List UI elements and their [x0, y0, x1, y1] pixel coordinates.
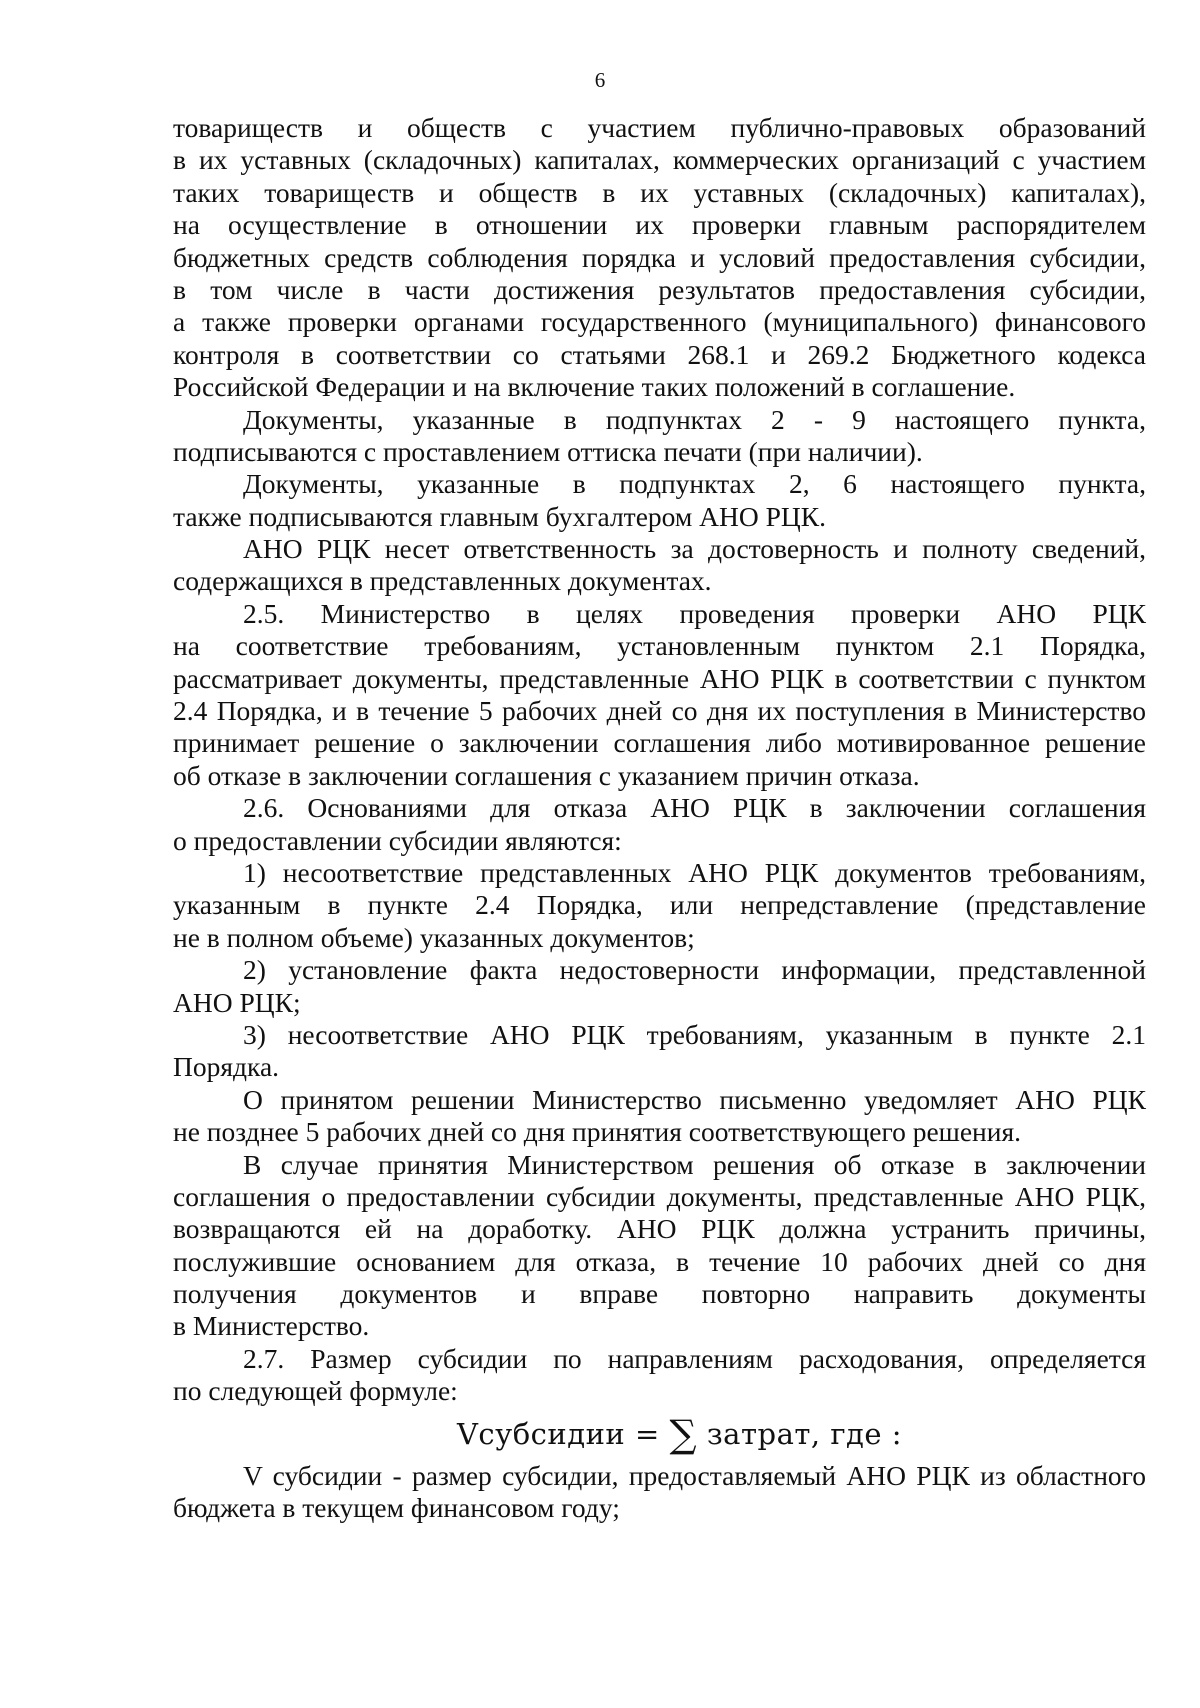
- sigma-icon: ∑: [669, 1411, 698, 1456]
- text-line: рассматривает документы, представленные АНО РЦК в соответствии с пунктом: [173, 662, 1146, 694]
- text-line: бюджетных средств соблюдения порядка и условий предоставления субсидии,: [173, 241, 1146, 273]
- text-line: на соответствие требованиям, установленным пунктом 2.1 Порядка,: [173, 630, 1146, 662]
- text-line: не позднее 5 рабочих дней со дня принятия соответствующего решения.: [173, 1116, 1021, 1148]
- text-line: а также проверки органами государственного (муниципального) финансового: [173, 306, 1146, 338]
- text-line: таких товариществ и обществ в их уставных (складочных) капиталах),: [173, 176, 1146, 208]
- text-line: контроля в соответствии со статьями 268.1 и 269.2 Бюджетного кодекса: [173, 338, 1146, 370]
- text-line: АНО РЦК несет ответственность за достоверность и полноту сведений,: [243, 533, 1146, 565]
- text-line: 1) несоответствие представленных АНО РЦК документов требованиям,: [243, 856, 1146, 888]
- formula-rhs: затрат, где :: [706, 1416, 903, 1451]
- document-body: [173, 112, 1146, 1524]
- text-line: Российской Федерации и на включение таких положений в соглашение.: [173, 371, 1016, 403]
- text-line: об отказе в заключении соглашения с указанием причин отказа.: [173, 759, 920, 791]
- text-line: по следующей формуле:: [173, 1375, 458, 1407]
- text-line: в Министерство.: [173, 1310, 370, 1342]
- text-line: 2.7. Размер субсидии по направлениям расходования, определяется: [243, 1342, 1146, 1374]
- text-line: послужившие основанием для отказа, в течение 10 рабочих дней со дня: [173, 1245, 1146, 1277]
- text-line: Документы, указанные в подпунктах 2, 6 настоящего пункта,: [243, 468, 1146, 500]
- text-line: на осуществление в отношении их проверки главным распорядителем: [173, 209, 1146, 241]
- text-line: возвращаются ей на доработку. АНО РЦК должна устранить причины,: [173, 1213, 1146, 1245]
- text-line: В случае принятия Министерством решения об отказе в заключении: [243, 1148, 1146, 1180]
- text-line: Документы, указанные в подпунктах 2 - 9 настоящего пункта,: [243, 403, 1146, 435]
- text-line: 2.6. Основаниями для отказа АНО РЦК в заключении соглашения: [243, 792, 1146, 824]
- text-line: не в полном объеме) указанных документов;: [173, 921, 695, 953]
- formula-lhs: Vсубсидии: [456, 1416, 626, 1451]
- text-line: о предоставлении субсидии являются:: [173, 824, 622, 856]
- text-line: V субсидии - размер субсидии, предоставляемый АНО РЦК из областного: [243, 1459, 1146, 1491]
- text-line: бюджета в текущем финансовом году;: [173, 1492, 620, 1524]
- text-line: также подписываются главным бухгалтером АНО РЦК.: [173, 500, 826, 532]
- text-line: в их уставных (складочных) капиталах, коммерческих организаций с участием: [173, 144, 1146, 176]
- text-line: указанным в пункте 2.4 Порядка, или непредставление (представление: [173, 889, 1146, 921]
- text-line: соглашения о предоставлении субсидии документы, представленные АНО РЦК,: [173, 1180, 1146, 1212]
- formula-equals: =: [634, 1416, 660, 1451]
- text-line: О принятом решении Министерство письменно уведомляет АНО РЦК: [243, 1083, 1146, 1115]
- text-line: получения документов и вправе повторно направить документы: [173, 1278, 1146, 1310]
- page-number: 6: [594, 68, 606, 92]
- text-line: в том числе в части достижения результатов предоставления субсидии,: [173, 273, 1146, 305]
- text-line: АНО РЦК;: [173, 986, 301, 1018]
- text-line: Порядка.: [173, 1051, 280, 1083]
- text-line: подписываются с проставлением оттиска печати (при наличии).: [173, 435, 923, 467]
- text-line: принимает решение о заключении соглашения либо мотивированное решение: [173, 727, 1146, 759]
- text-line: 2) установление факта недостоверности информации, представленной: [243, 954, 1146, 986]
- text-line: 3) несоответствие АНО РЦК требованиям, указанным в пункте 2.1: [243, 1018, 1146, 1050]
- subsidy-formula: [173, 1408, 1146, 1460]
- text-line: содержащихся в представленных документах.: [173, 565, 712, 597]
- text-line: 2.5. Министерство в целях проведения проверки АНО РЦК: [243, 597, 1146, 629]
- text-line: 2.4 Порядка, и в течение 5 рабочих дней со дня их поступления в Министерство: [173, 695, 1146, 727]
- text-line: товариществ и обществ с участием публично-правовых образований: [173, 112, 1146, 143]
